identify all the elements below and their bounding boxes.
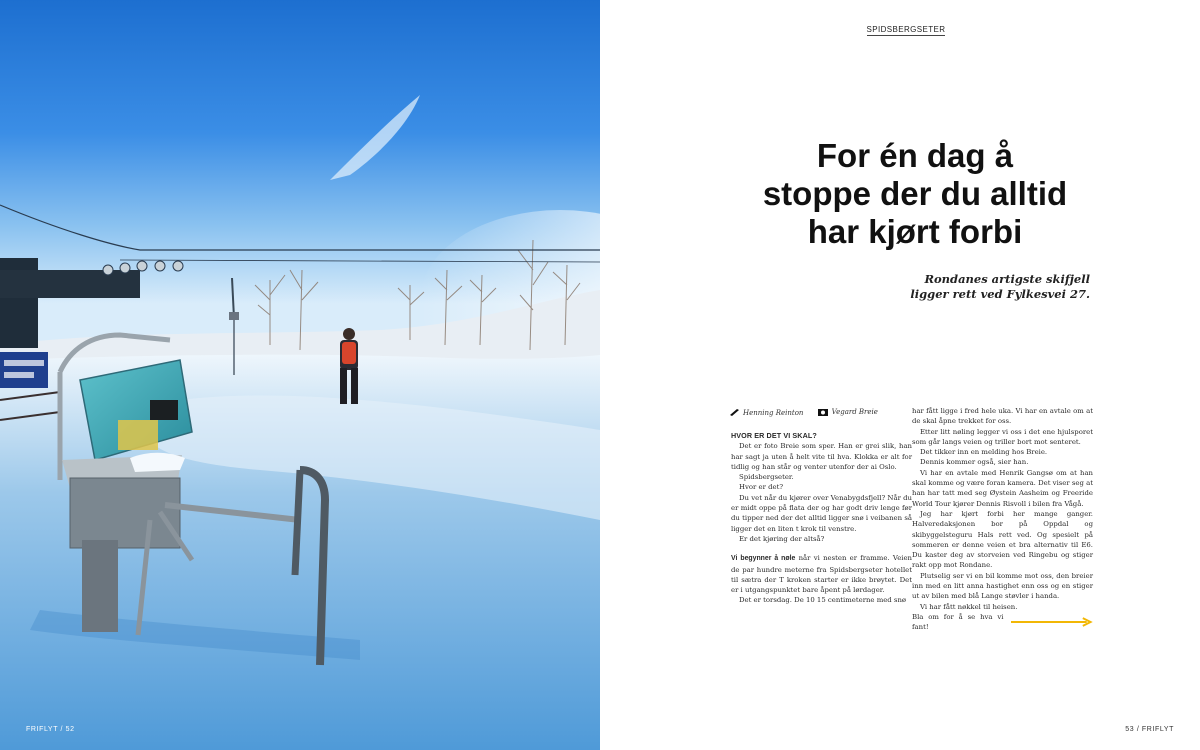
headline-line: For én dag å — [816, 137, 1014, 174]
paragraph: Hvor er det? — [739, 483, 784, 492]
paragraph: Dennis kommer også, sier han. — [920, 458, 1029, 467]
paragraph: Du vet når du kjører over Venabygdsfjell? Når du er midt oppe på flata der og har godt driv lenge før du tipper ned der det alltid ligger snø i veibanen så ligger det en liten t krok til venstre. — [731, 493, 912, 533]
paragraph: Det tikker inn en melding hos Breie. — [920, 448, 1048, 457]
paragraph: Vi begynner å nøle når vi nesten er framme. Veien de par hundre meterne fra Spidsbergseter hotellet til sætra der T kroken starter er ikke brøytet. Det er i utgangspunktet bare åpent på lørdager. — [731, 554, 912, 595]
subhead-line: Rondanes artigste skifjell — [924, 272, 1090, 286]
arrow-right-icon — [1011, 617, 1093, 627]
article-page — [600, 0, 1200, 750]
headline — [720, 137, 1110, 251]
camera-icon — [818, 408, 828, 416]
right-folio: 53 / FRIFLYT — [1125, 726, 1174, 733]
paragraph: Plutselig ser vi en bil komme mot oss, den breier inn med en litt anna hastighet enn oss og en stiger ut av bilen med blå Lange støvler i handa. — [912, 571, 1093, 601]
paragraph: Spidsbergseter. — [739, 473, 794, 482]
paragraph: Jeg har kjørt forbi her mange ganger. Halveredaksjonen bor på Oppdal og skibyggelsteguru Hals rett ved. Og spesielt på sommeren er denne veien et bra alternativ til E6. Du kaster deg av storveien ved Ringebu og stiger rakt opp mot Rondane. — [912, 509, 1093, 570]
page-turn-line — [912, 612, 1093, 633]
photographer-credit: Vegard Breie — [818, 408, 878, 416]
pen-icon — [730, 409, 739, 416]
headline-line: stoppe der du alltid — [762, 175, 1068, 212]
paragraph: Bla om for å se hva vi fant! — [912, 612, 1004, 632]
writer-credit: Henning Reinton — [730, 409, 803, 417]
lead-in: Vi begynner å nøle — [731, 555, 796, 563]
byline — [730, 408, 920, 418]
paragraph: Det er foto Breie som sper. Han er grei slik, han har sagt ja uten å helt vite til hva. Klokka er alt for tidlig og han står og venter utenfor der ai Oslo. — [731, 442, 912, 471]
piste-sign — [0, 352, 48, 388]
paragraph: Det er torsdag. De 10 15 centimeterne med snø — [739, 596, 907, 605]
paragraph: Vi har en avtale med Henrik Gangsø om at han skal komme og være foran kamera. Det viser seg at han har tatt med seg Øystein Aasheim og Freeride World Tour kjører Dennis Risvoll i bilen fra Vågå. — [912, 468, 1093, 508]
subheading: HVOR ER DET VI SKAL? — [731, 431, 817, 440]
subhead — [790, 272, 1090, 302]
section-label: SPIDSBERGSETER — [866, 25, 946, 34]
paragraph: har fått ligge i fred hele uka. Vi har en avtale om at de skal åpne trekket for oss. — [912, 407, 1093, 426]
headline-line: har kjørt forbi — [807, 213, 1023, 250]
body-column-2 — [912, 406, 1093, 633]
paragraph: Etter litt nøling legger vi oss i det ene hjulsporet som går langs veien og triller bort mot senteret. — [912, 427, 1093, 446]
paragraph: Vi har fått nøkkel til heisen. — [920, 602, 1018, 611]
body-column-1 — [731, 431, 912, 606]
subhead-line: ligger rett ved Fylkesvei 27. — [910, 287, 1090, 301]
left-folio: FRIFLYT / 52 — [26, 726, 75, 733]
paragraph: Er det kjøring der altså? — [739, 534, 825, 543]
